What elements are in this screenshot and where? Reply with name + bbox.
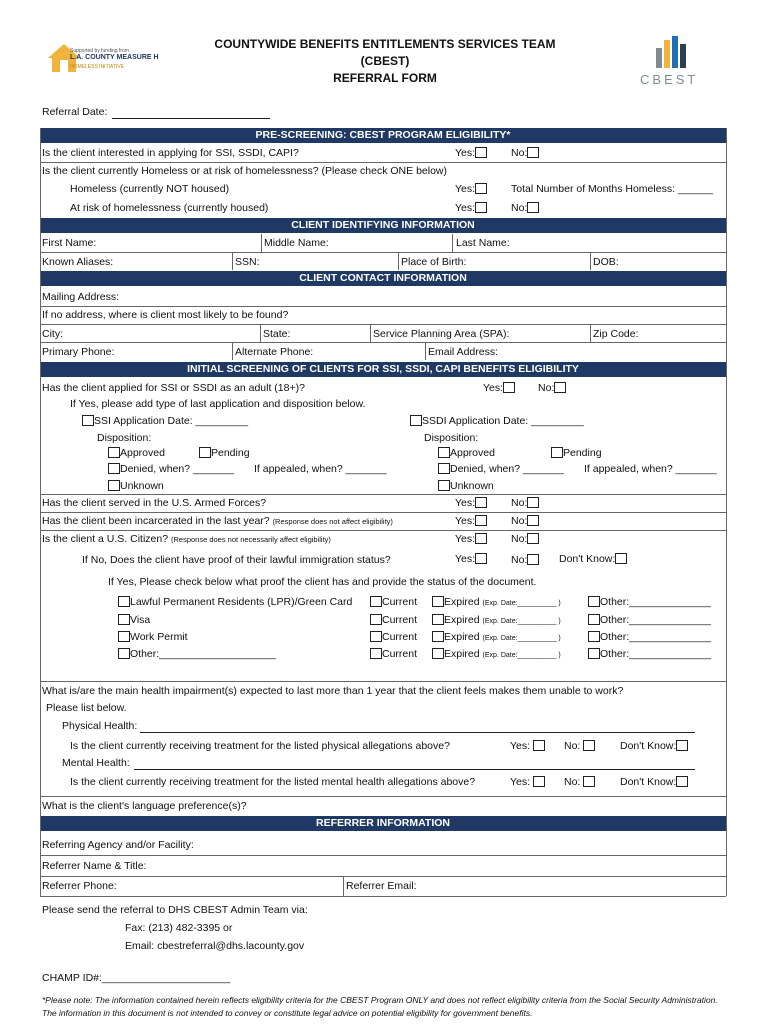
identifying-header: CLIENT IDENTIFYING INFORMATION	[40, 218, 726, 233]
logo-text: L.A. COUNTY MEASURE H	[70, 54, 159, 61]
current-checkbox[interactable]	[370, 614, 382, 625]
physical-yes-checkbox[interactable]	[533, 740, 545, 751]
q-homeless: Is the client currently Homeless or at risk of homelessness? (Please check ONE below)	[42, 165, 447, 177]
proof-type-option: Visa	[118, 614, 150, 627]
city-field[interactable]: City:	[42, 328, 63, 340]
ssdi-denied: Denied, when? _______	[438, 463, 564, 476]
citizen-yes-checkbox[interactable]	[475, 533, 487, 544]
proof-dont-know-checkbox[interactable]	[615, 553, 627, 564]
citizen-no-checkbox[interactable]	[527, 533, 539, 544]
yes-label: Yes:	[455, 202, 487, 215]
proof-no-checkbox[interactable]	[527, 554, 539, 565]
referral-date-label: Referral Date:	[42, 106, 108, 118]
expired-option: Expired (Exp. Date:__________ )	[432, 631, 561, 645]
zip-field[interactable]: Zip Code:	[593, 328, 639, 340]
fax-number: Fax: (213) 482-3395 or	[125, 922, 233, 934]
state-field[interactable]: State:	[263, 328, 291, 340]
yes-label: Yes:	[455, 497, 487, 510]
no-label: No:	[511, 202, 539, 215]
cbest-logo-text: CBEST	[640, 72, 699, 87]
months-homeless-field[interactable]: Total Number of Months Homeless: ______	[511, 183, 713, 195]
interested-yes-checkbox[interactable]	[475, 147, 487, 158]
q-mental-treatment: Is the client currently receiving treatment for the listed mental health allegations above?	[70, 776, 476, 788]
form-title-line2: (CBEST)	[360, 54, 410, 68]
incarcerated-no-checkbox[interactable]	[527, 515, 539, 526]
applied-no-checkbox[interactable]	[554, 382, 566, 393]
logo-text: HOMELESS INITIATIVE	[70, 64, 125, 70]
yes-label: Yes:	[455, 147, 487, 160]
proof-type-checkbox[interactable]	[118, 596, 130, 607]
at-risk-option: At risk of homelessness (currently housed)	[70, 202, 269, 214]
referrer-name-field[interactable]: Referrer Name & Title:	[42, 860, 147, 872]
ssdi-denied-checkbox[interactable]	[438, 463, 450, 474]
dont-know-label: Don't Know:	[620, 740, 688, 753]
other-option: Other:______________	[588, 614, 711, 627]
applied-yes-checkbox[interactable]	[503, 382, 515, 393]
other-checkbox[interactable]	[588, 614, 600, 625]
referrer-phone-field[interactable]: Referrer Phone:	[42, 880, 117, 892]
cbest-logo	[636, 34, 706, 88]
homeless-yes-checkbox[interactable]	[475, 183, 487, 194]
no-label: No:	[564, 776, 595, 789]
yes-label: Yes:	[455, 515, 487, 528]
ssdi-pending: Pending	[551, 447, 602, 460]
check-below-note: If Yes, Please check below what proof the client has and provide the status of the document.	[108, 576, 537, 588]
form-title-line1: COUNTYWIDE BENEFITS ENTITLEMENTS SERVICES TEAM	[214, 37, 556, 51]
alternate-phone-field[interactable]: Alternate Phone:	[235, 346, 314, 358]
ssi-pending: Pending	[199, 447, 250, 460]
dob-field[interactable]: DOB:	[593, 256, 619, 268]
last-name-field[interactable]: Last Name:	[456, 237, 510, 249]
no-label: No:	[511, 554, 539, 567]
physical-health-label: Physical Health:	[62, 720, 138, 732]
current-option: Current	[370, 596, 417, 609]
at-risk-yes-checkbox[interactable]	[475, 202, 487, 213]
physical-dont-know-checkbox[interactable]	[676, 740, 688, 751]
initial-screening-header: INITIAL SCREENING OF CLIENTS FOR SSI, SSDI, CAPI BENEFITS ELIGIBILITY	[40, 362, 726, 377]
no-label: No:	[511, 515, 539, 528]
no-label: No:	[564, 740, 595, 753]
ssdi-approved-checkbox[interactable]	[438, 447, 450, 458]
if-yes-note: If Yes, please add type of last application and disposition below.	[70, 398, 366, 410]
ssi-appealed: If appealed, when? _______	[254, 463, 387, 475]
ssi-unknown: Unknown	[108, 480, 164, 493]
ssn-field[interactable]: SSN:	[235, 256, 260, 268]
ssdi-unknown: Unknown	[438, 480, 494, 493]
proof-type-checkbox[interactable]	[118, 631, 130, 642]
armed-yes-checkbox[interactable]	[475, 497, 487, 508]
current-checkbox[interactable]	[370, 648, 382, 659]
current-checkbox[interactable]	[370, 596, 382, 607]
yes-label: Yes:	[483, 382, 515, 395]
current-option: Current	[370, 648, 417, 661]
champ-id-field[interactable]: CHAMP ID#:______________________	[42, 972, 231, 984]
ssi-disposition-label: Disposition:	[97, 432, 152, 444]
yes-label: Yes:	[510, 776, 545, 789]
proof-type-option: Work Permit	[118, 631, 188, 644]
ssi-pending-checkbox[interactable]	[199, 447, 211, 458]
current-option: Current	[370, 631, 417, 644]
language-field[interactable]: What is the client's language preference(s)?	[42, 800, 247, 812]
expired-checkbox[interactable]	[432, 614, 444, 625]
ssi-unknown-checkbox[interactable]	[108, 480, 120, 491]
dont-know-label: Don't Know:	[559, 553, 627, 566]
mental-health-label: Mental Health:	[62, 757, 130, 769]
yes-label: Yes:	[455, 183, 487, 196]
referrer-header: REFERRER INFORMATION	[40, 816, 726, 831]
proof-type-checkbox[interactable]	[118, 648, 130, 659]
other-option: Other:______________	[588, 596, 711, 609]
ssi-approved: Approved	[108, 447, 165, 460]
referring-agency-field[interactable]: Referring Agency and/or Facility:	[42, 839, 194, 851]
send-instructions: Please send the referral to DHS CBEST Admin Team via:	[42, 904, 308, 916]
interested-no-checkbox[interactable]	[527, 147, 539, 158]
expired-option: Expired (Exp. Date:__________ )	[432, 648, 561, 662]
dont-know-label: Don't Know:	[620, 776, 688, 789]
contact-header: CLIENT CONTACT INFORMATION	[40, 271, 726, 286]
ssdi-pending-checkbox[interactable]	[551, 447, 563, 458]
yes-label: Yes:	[510, 740, 545, 753]
other-checkbox[interactable]	[588, 596, 600, 607]
ssi-app-date: SSI Application Date: _________	[82, 415, 248, 428]
prescreening-header: PRE-SCREENING: CBEST PROGRAM ELIGIBILITY*	[40, 128, 726, 143]
no-label: No:	[538, 382, 566, 395]
q-armed: Has the client served in the U.S. Armed Forces?	[42, 497, 267, 509]
armed-no-checkbox[interactable]	[527, 497, 539, 508]
primary-phone-field[interactable]: Primary Phone:	[42, 346, 115, 358]
email-address[interactable]: Email: cbestreferral@dhs.lacounty.gov	[125, 940, 305, 952]
ssi-approved-checkbox[interactable]	[108, 447, 120, 458]
q-proof: If No, Does the client have proof of their lawful immigration status?	[82, 554, 391, 566]
if-no-address-field[interactable]: If no address, where is client most likely to be found?	[42, 309, 289, 321]
mental-dont-know-checkbox[interactable]	[676, 776, 688, 787]
ssi-denied-checkbox[interactable]	[108, 463, 120, 474]
expired-checkbox[interactable]	[432, 596, 444, 607]
q-physical-treatment: Is the client currently receiving treatment for the listed physical allegations above?	[70, 740, 450, 752]
physical-no-checkbox[interactable]	[583, 740, 595, 751]
ssi-checkbox[interactable]	[82, 415, 94, 426]
yes-label: Yes:	[455, 553, 487, 566]
other-option: Other:______________	[588, 648, 711, 661]
ssdi-appealed: If appealed, when? _______	[584, 463, 717, 475]
first-name-field[interactable]: First Name:	[42, 237, 97, 249]
physical-health-field[interactable]	[140, 732, 695, 733]
proof-type-option: Lawful Permanent Residents (LPR)/Green Card	[118, 596, 352, 609]
mental-no-checkbox[interactable]	[583, 776, 595, 787]
q-interested: Is the client interested in applying for SSI, SSDI, CAPI?	[42, 147, 299, 159]
no-label: No:	[511, 497, 539, 510]
q-applied: Has the client applied for SSI or SSDI as an adult (18+)?	[42, 382, 305, 394]
ssdi-unknown-checkbox[interactable]	[438, 480, 450, 491]
q-citizen: Is the client a U.S. Citizen? (Response does not necessarily affect eligibility)	[42, 533, 331, 545]
expired-checkbox[interactable]	[432, 631, 444, 642]
logo-text: Supported by funding from	[70, 48, 129, 54]
homeless-option: Homeless (currently NOT housed)	[70, 183, 230, 195]
no-label: No:	[511, 533, 539, 546]
ssdi-disposition-label: Disposition:	[424, 432, 479, 444]
pob-field[interactable]: Place of Birth:	[401, 256, 467, 268]
expired-option: Expired (Exp. Date:__________ )	[432, 614, 561, 628]
q-health: What is/are the main health impairment(s) expected to last more than 1 year that the client feels makes them unable to work?	[42, 685, 624, 697]
at-risk-no-checkbox[interactable]	[527, 202, 539, 213]
expired-option: Expired (Exp. Date:__________ )	[432, 596, 561, 610]
expired-checkbox[interactable]	[432, 648, 444, 659]
other-checkbox[interactable]	[588, 648, 600, 659]
current-checkbox[interactable]	[370, 631, 382, 642]
mental-health-field[interactable]	[134, 769, 695, 770]
other-checkbox[interactable]	[588, 631, 600, 642]
please-list: Please list below.	[46, 702, 127, 714]
ssdi-app-date: SSDI Application Date: _________	[410, 415, 584, 428]
middle-name-field[interactable]: Middle Name:	[264, 237, 329, 249]
q-incarcerated: Has the client been incarcerated in the last year? (Response does not affect eligibility)	[42, 515, 393, 527]
referral-date-field[interactable]	[112, 118, 270, 119]
ssdi-approved: Approved	[438, 447, 495, 460]
mailing-address-field[interactable]: Mailing Address:	[42, 291, 120, 303]
email-field[interactable]: Email Address:	[428, 346, 499, 358]
referrer-email-field[interactable]: Referrer Email:	[346, 880, 417, 892]
ssi-denied: Denied, when? _______	[108, 463, 234, 476]
disclaimer-note: *Please note: The information contained herein reflects eligibility criteria for the CBEST Program ONLY and does not reflect eligibility criteria from the Social Security Administration. The information in this document is not intended to convey or constitute legal advice on potential eligibility for government benefits.	[42, 995, 718, 1018]
yes-label: Yes:	[455, 533, 487, 546]
ssdi-checkbox[interactable]	[410, 415, 422, 426]
aliases-field[interactable]: Known Aliases:	[42, 256, 114, 268]
proof-type-option: Other:____________________	[118, 648, 276, 661]
current-option: Current	[370, 614, 417, 627]
spa-field[interactable]: Service Planning Area (SPA):	[373, 328, 510, 340]
form-title-line3: REFERRAL FORM	[333, 71, 437, 85]
other-option: Other:______________	[588, 631, 711, 644]
incarcerated-yes-checkbox[interactable]	[475, 515, 487, 526]
proof-yes-checkbox[interactable]	[475, 553, 487, 564]
proof-type-checkbox[interactable]	[118, 614, 130, 625]
mental-yes-checkbox[interactable]	[533, 776, 545, 787]
no-label: No:	[511, 147, 539, 160]
